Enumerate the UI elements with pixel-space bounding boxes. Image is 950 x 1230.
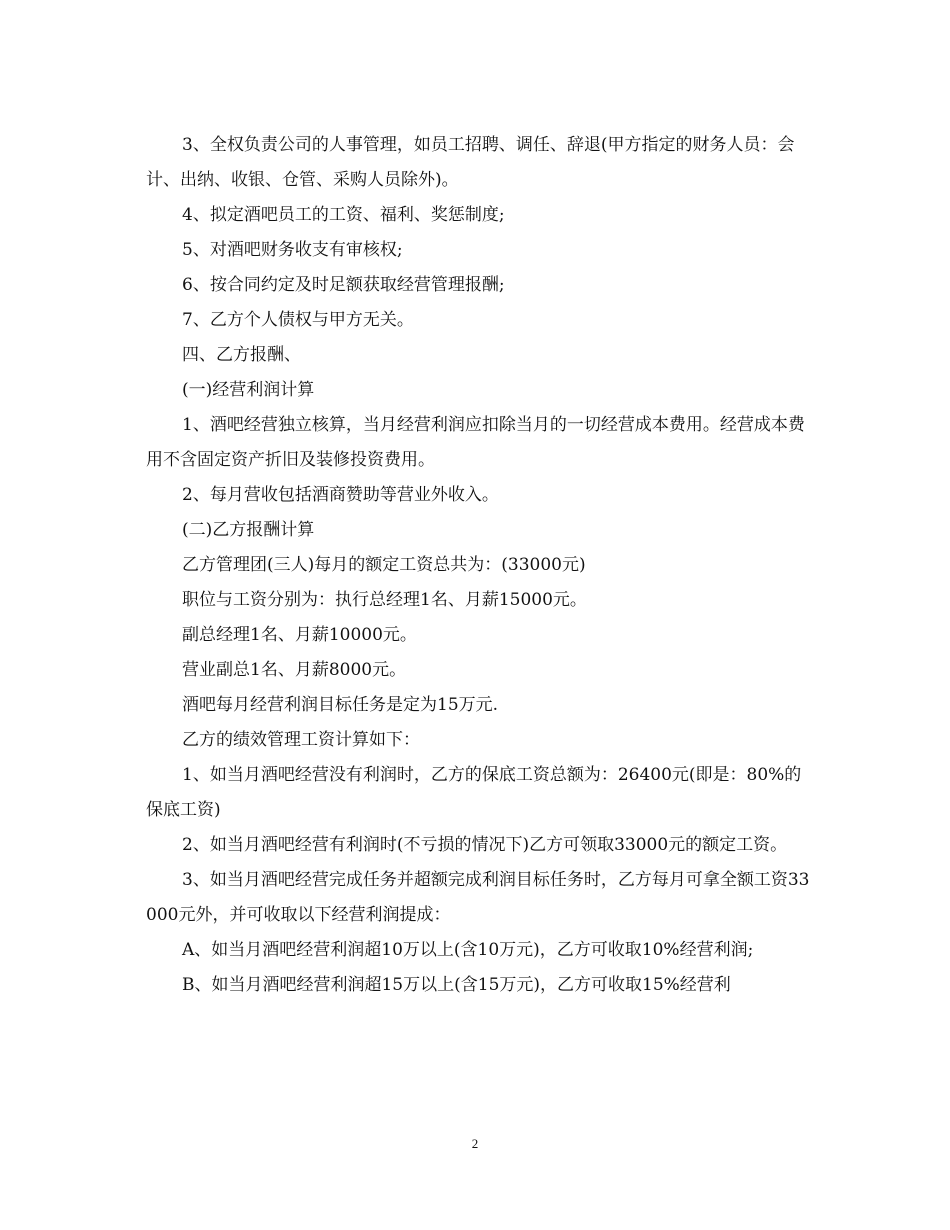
subsection-heading-profit: (一)经营利润计算 xyxy=(182,380,315,400)
paragraph-performance-intro: 乙方的绩效管理工资计算如下： xyxy=(182,730,420,750)
paragraph-performance-1: 1、如当月酒吧经营没有利润时，乙方的保底工资总额为：26400元(即是：80%的保底工资) xyxy=(146,765,802,820)
paragraph-7-debts: 7、乙方个人债权与甲方无关。 xyxy=(182,310,414,330)
document-body xyxy=(146,128,816,1003)
paragraph-business-deputy: 营业副总1名、月薪8000元。 xyxy=(182,660,407,680)
paragraph-5-audit-right: 5、对酒吧财务收支有审核权; xyxy=(182,240,403,260)
paragraph-commission-b: B、如当月酒吧经营利润超15万以上(含15万元)，乙方可收取15%经营利 xyxy=(182,975,731,995)
section-heading-remuneration: 四、乙方报酬、 xyxy=(182,345,301,365)
paragraph-profit-target: 酒吧每月经营利润目标任务是定为15万元. xyxy=(182,695,499,715)
paragraph-profit-1: 1、酒吧经营独立核算，当月经营利润应扣除当月的一切经营成本费用。经营成本费用不含固定资产折旧及装修投资费用。 xyxy=(146,415,805,470)
paragraph-performance-3: 3、如当月酒吧经营完成任务并超额完成利润目标任务时，乙方每月可拿全额工资33000元外，并可收取以下经营利润提成： xyxy=(146,870,810,925)
subsection-heading-pay: (二)乙方报酬计算 xyxy=(182,520,315,540)
paragraph-commission-a: A、如当月酒吧经营利润超10万以上(含10万元)，乙方可收取10%经营利润; xyxy=(182,940,754,960)
paragraph-profit-2: 2、每月营收包括酒商赞助等营业外收入。 xyxy=(182,485,499,505)
paragraph-deputy-gm: 副总经理1名、月薪10000元。 xyxy=(182,625,417,645)
paragraph-positions: 职位与工资分别为：执行总经理1名、月薪15000元。 xyxy=(182,590,587,610)
paragraph-4-salary-system: 4、拟定酒吧员工的工资、福利、奖惩制度; xyxy=(182,205,505,225)
paragraph-team-salary: 乙方管理团(三人)每月的额定工资总共为：(33000元) xyxy=(182,555,586,575)
paragraph-3-personnel: 3、全权负责公司的人事管理，如员工招聘、调任、辞退(甲方指定的财务人员：会计、出纳、收银、仓管、采购人员除外)。 xyxy=(146,135,795,190)
paragraph-performance-2: 2、如当月酒吧经营有利润时(不亏损的情况下)乙方可领取33000元的额定工资。 xyxy=(182,835,788,855)
page-number: 2 xyxy=(471,1136,479,1151)
paragraph-6-remuneration: 6、按合同约定及时足额获取经营管理报酬; xyxy=(182,275,505,295)
